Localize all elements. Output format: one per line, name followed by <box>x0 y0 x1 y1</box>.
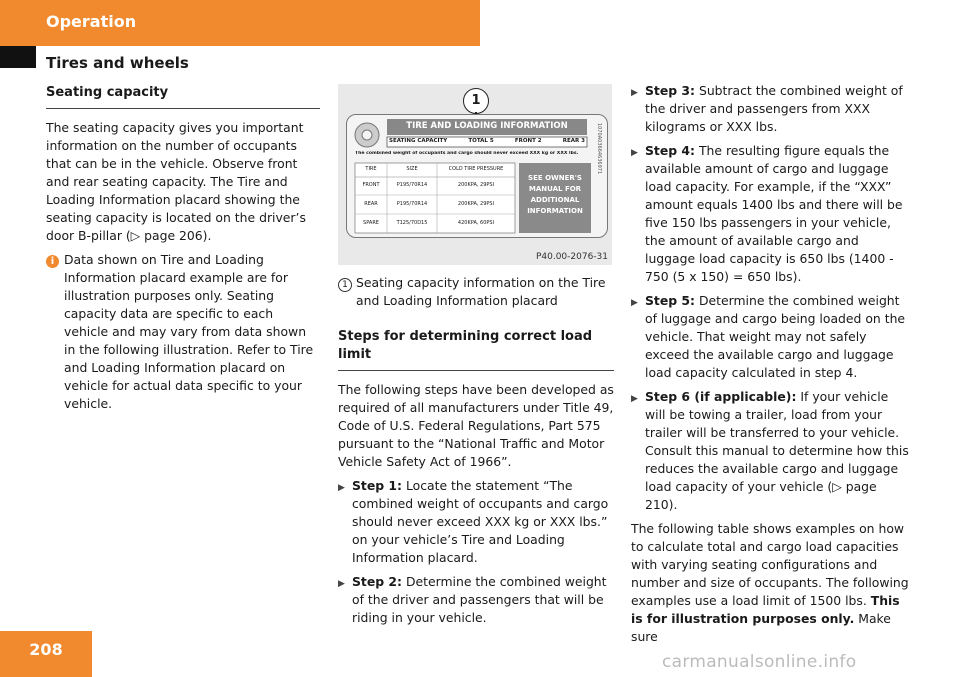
owner-manual-text: SEE OWNER'S MANUAL FOR ADDITIONAL INFORMATION <box>527 174 583 215</box>
step-text: If your vehicle will be towing a trailer, load from your trailer will be transferred to your vehicle. Consult this manual to determine how this reduces the available cargo and luggage load capacity of your vehicle (▷ page 210). <box>645 389 909 512</box>
page-number: 208 <box>0 631 92 677</box>
row-size: P195/70R14 <box>396 182 428 188</box>
placard-side-code: 1070A03664636971 <box>596 123 602 175</box>
step-label: Step 4: <box>645 143 696 158</box>
table-head-size: SIZE <box>406 166 418 172</box>
table-row <box>355 220 515 226</box>
row-position: SPARE <box>363 220 379 226</box>
table-head-pressure: COLD TIRE PRESSURE <box>448 166 504 172</box>
figure-caption <box>338 274 614 310</box>
watermark: carmanualsonline.info <box>662 652 857 672</box>
tire-placard <box>346 114 608 238</box>
row-pressure: 200KPA, 29PSI <box>457 201 495 207</box>
table-row <box>355 182 515 188</box>
step-item <box>631 82 909 136</box>
section-title: Tires and wheels <box>46 54 189 72</box>
figure-id: P40.00-2076-31 <box>535 252 608 262</box>
chapter-title: Operation <box>46 12 137 31</box>
row-size: P195/70R14 <box>396 201 428 207</box>
caption-text: Seating capacity information on the Tire and Loading Information placard <box>356 275 606 308</box>
row-pressure: 200KPA, 29PSI <box>457 182 495 188</box>
step-label: Step 6 (if applicable): <box>645 389 797 404</box>
column-3 <box>631 82 909 652</box>
seating-row <box>389 138 585 144</box>
bullet-arrow-icon: ▶ <box>631 298 638 308</box>
bullet-arrow-icon: ▶ <box>338 579 345 589</box>
placard-title: TIRE AND LOADING INFORMATION <box>406 121 568 131</box>
step-item <box>338 477 614 567</box>
column-2 <box>338 274 614 633</box>
load-limit-intro: The following steps have been developed as required of all manufacturers under Title 49, Code of U.S. Federal Regulations, Part 575 pursuant to the “National Traffic and Motor Vehicle Safety Act of 1966”. <box>338 382 614 469</box>
row-position: FRONT <box>362 182 380 188</box>
combined-weight-text: The combined weight of occupants and cargo should never exceed XXX kg or XXX lbs. <box>355 151 579 156</box>
seating-capacity-paragraph: The seating capacity gives you important information on the number of occupants that can be in the vehicle. Observe front and rear seating capacity. The Tire and Loading Information placard showing the seating capacity is located on the driver’s door B-pillar (▷ page 206). <box>46 120 306 243</box>
caption-number: 1 <box>338 278 352 292</box>
table-head-row <box>355 166 515 172</box>
step-item <box>631 292 909 382</box>
seating-rear: REAR 3 <box>562 138 585 144</box>
step-text: Determine the combined weight of luggage and cargo being loaded on the vehicle. That weight may not safely exceed the available cargo and luggage load capacity calculated in step 4. <box>645 293 906 380</box>
row-pressure: 420KPA, 60PSI <box>457 220 495 226</box>
step-text: Determine the combined weight of the driver and passengers that will be riding in your vehicle. <box>352 574 607 625</box>
info-note <box>46 251 320 413</box>
step-label: Step 1: <box>352 478 403 493</box>
step-label: Step 3: <box>645 83 696 98</box>
closing-end: Make sure <box>631 611 891 644</box>
seating-front: FRONT 2 <box>514 138 542 144</box>
seating-total: TOTAL 5 <box>468 138 494 144</box>
heading-load-limit: Steps for determining correct load limit <box>338 328 614 371</box>
bullet-arrow-icon: ▶ <box>338 483 345 493</box>
step-text: The resulting figure equals the available amount of cargo and luggage load capacity. For example, if the “XXX” amount equals 1400 lbs and there will be five 150 lbs passengers in your vehicle, the amount of available cargo and luggage load capacity is 650 lbs (1400 - 750 (5 x 150) = 650 lbs). <box>645 143 903 284</box>
step-label: Step 2: <box>352 574 403 589</box>
callout-marker: 1 <box>463 88 489 114</box>
column-1 <box>46 84 320 413</box>
table-head-tire: TIRE <box>365 166 377 172</box>
placard-figure <box>338 84 612 265</box>
step-item <box>631 388 909 514</box>
info-note-text: Data shown on Tire and Loading Information placard example are for illustration purposes only. Seating capacity data are specific to each vehicle and may vary from data shown in the following illustration. Refer to Tire and Loading Information placard on vehicle for actual data specific to your vehicle. <box>64 252 314 411</box>
step-text: Locate the statement “The combined weight of occupants and cargo should never exceed XXX kg or XXX lbs.” on your vehicle’s Tire and Loading Information placard. <box>352 478 609 565</box>
section-marker <box>0 46 36 68</box>
closing-paragraph <box>631 520 909 646</box>
row-size: T125/70D15 <box>396 220 428 226</box>
closing-bold: This is for illustration purposes only. <box>631 593 900 626</box>
bullet-arrow-icon: ▶ <box>631 148 638 158</box>
step-item <box>631 142 909 286</box>
chapter-header <box>0 0 480 46</box>
step-item <box>338 573 614 627</box>
table-row <box>355 201 515 207</box>
info-icon: i <box>46 255 59 268</box>
step-label: Step 5: <box>645 293 696 308</box>
row-position: REAR <box>364 201 378 207</box>
seating-label: SEATING CAPACITY <box>389 138 448 144</box>
step-text: Subtract the combined weight of the driver and passengers from XXX kilograms or XXX lbs. <box>645 83 903 134</box>
bullet-arrow-icon: ▶ <box>631 88 638 98</box>
closing-text: The following table shows examples on how to calculate total and cargo load capacities with varying seating configurations and number and size of occupants. The following examples use a load limit of 1500 lbs. <box>631 521 909 608</box>
heading-seating-capacity: Seating capacity <box>46 84 320 109</box>
bullet-arrow-icon: ▶ <box>631 394 638 404</box>
